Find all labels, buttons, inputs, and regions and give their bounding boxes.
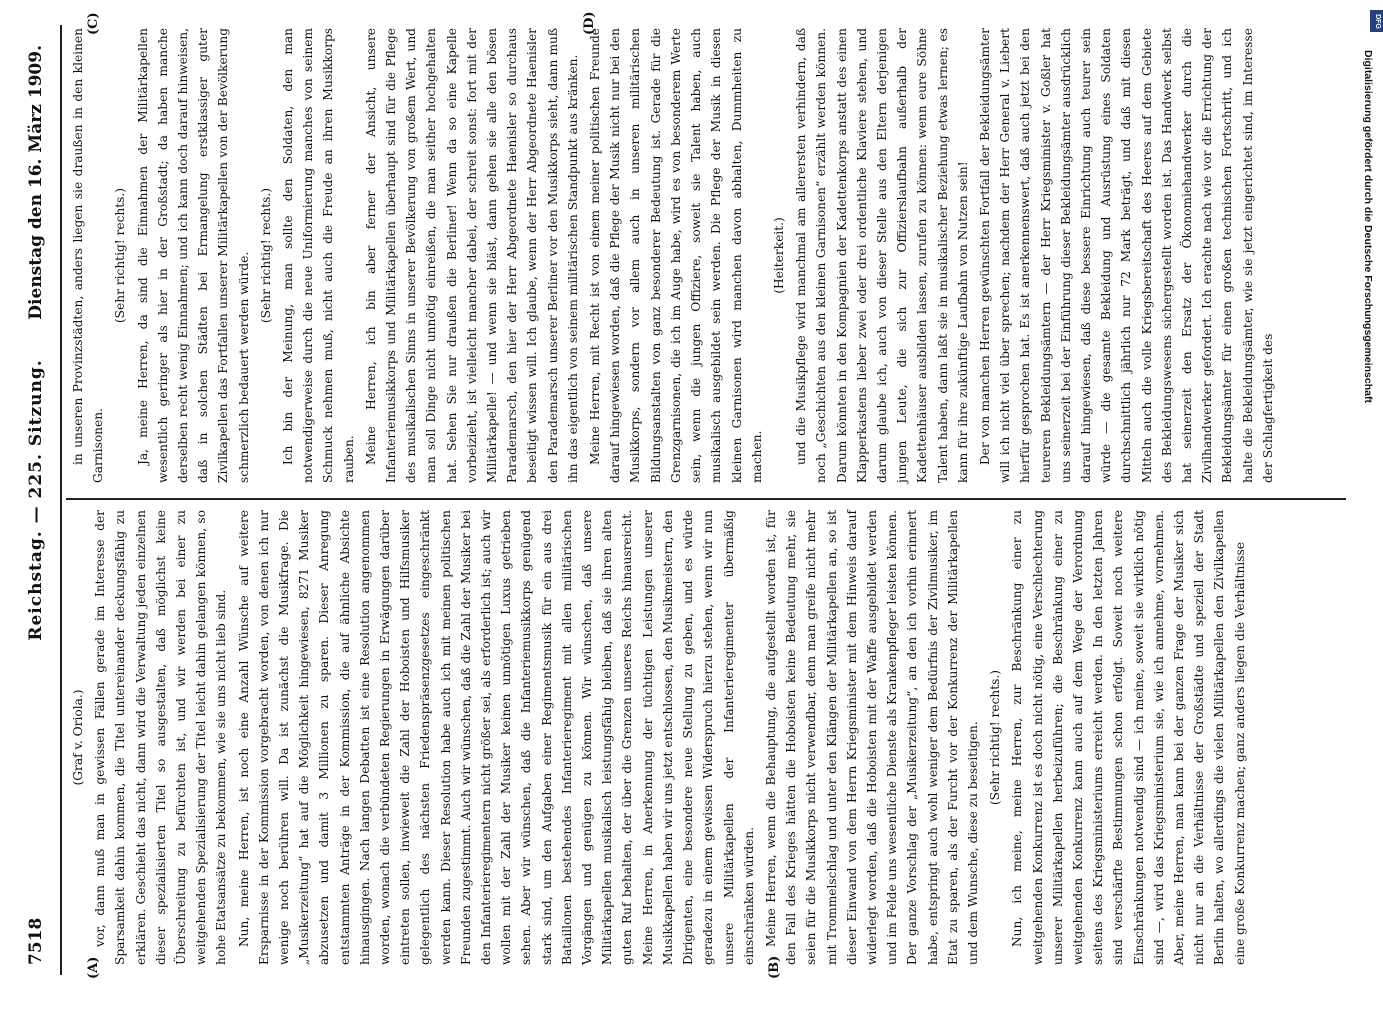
paragraph: in unseren Provinzstädten, anders liegen sie draußen in den kleinen Garnisonen. <box>71 28 106 483</box>
left-text-column <box>68 510 1252 965</box>
paragraph: und die Musikpflege wird manchmal am allerersten verhindern, daß noch „Geschichten aus den kleinen Garnisonen“ erzählt werden können. Darum könnten in den Kompagnien der Kadettenkorps anstatt des einen Klapperkastens lieber zwei oder drei ordentliche Klaviere stehen, und darum glaube ich, auch von dieser Stelle aus den Eltern derjenigen jungen Leute, die sich zur Offizierslaufbahn außerhalb der Kadettenhäuser ausbilden lassen, zurufen zu können: wenn eure Söhne Talent haben, dann laßt sie in musikalischer Beziehung etwas lernen; es kann für ihre zukünftige Laufbahn von Nutzen sein! <box>794 28 970 483</box>
paragraph: Nun, ich meine, meine Herren, zur Beschränkung einer zu weitgehenden Konkurrenz ist es doch nicht nötig, eine Verschlechterung unserer Militärkapellen herbeizuführen; die Beschränkung einer zu weitgehenden Konkurrenz kann auch auf dem Wege der Verordnung seitens des Kriegsministeriums erreicht werden. In den letzten Jahren sind verschärfte Bestimmungen schon erfolgt. Soweit noch weitere Einschränkungen notwendig sind — ich meine, soweit sie wirklich nötig sind —, wird das Kriegsministerium sie, wie ich annehme, vornehmen. Aber, meine Herren, man kann bei der ganzen Frage der Musiker sich nicht nur an die Verhältnisse der Großstädte und speziell der Stadt Berlin halten, wo allerdings die vielen Militärkapellen den Zivilkapellen eine große Konkurrenz machen; ganz anders liegen die Verhältnisse <box>1010 510 1247 965</box>
header-rule <box>60 25 62 975</box>
margin-marker-a: (A) <box>86 956 101 979</box>
margin-marker-d: (D) <box>582 11 597 35</box>
digitization-note-text: Digitalisierung gefördert durch die Deutsche Forschungsgemeinschaft <box>1362 50 1374 403</box>
interjection: (Sehr richtig! rechts.) <box>988 669 1003 806</box>
paragraph: Meine Herren, wenn die Behauptung, die aufgestellt worden ist, für den Fall des Krieges hätten die Hoboisten keine Bedeutung mehr, sie seien für die Musikkorps nicht verwendbar, denn man greife nicht mehr mit Trommelschlag und unter den Klängen der Militärkapellen an, so ist dieser Einwand von dem Herrn Kriegsminister mit dem Hinweis darauf widerlegt worden, daß die Hoboisten mit der Waffe ausgebildet werden und im Felde uns wesentliche Dienste als Krankenpfleger leisten können. Der ganze Vorschlag der „Musikerzeitung“, an den ich vorhin erinnert habe, entspringt auch wohl weniger dem Bedürfnis der Zivilmusiker, im Etat zu sparen, als der Furcht vor der Konkurrenz der Militärkapellen und dem Wunsche, diese zu beseitigen. <box>763 510 980 965</box>
speaker-label: (Graf v. Oriola.) <box>71 689 85 786</box>
paragraph: vor, dann muß man in gewissen Fällen gerade im Interesse der Sparsamkeit dahin kommen, die Titel untereinander deckungsfähig zu erklären. Geschieht das nicht, dann wird die Verwaltung jeden einzelnen dieser spezialisierten Titel so ausgestalten, daß möglichst keine Überschreitung zu befürchten ist, und wir werden bei einer zu weitgehenden Spezialisierung der Titel leicht dahin gelangen können, so hohe Etatsansätze zu bekommen, wie sie uns nicht lieb sind. <box>93 510 229 965</box>
interjection: (Heiterkeit.) <box>771 217 786 294</box>
paragraph: Ja, meine Herren, da sind die Einnahmen der Militärkapellen wesentlich geringer als hier in der Großstadt; da haben manche derselben recht wenig Einnahmen; und ich kann doch darauf hinweisen, daß in solchen Städten bei Ermangelung erstklassiger guter Zivilkapellen das Fortfallen unserer Militärkapellen von der Bevölkerung schmerzlich bedauert werden würde. <box>135 28 251 483</box>
column-divider <box>66 498 1346 500</box>
page-number: 7518 <box>26 917 46 965</box>
session-title: Reichstag. — 225. Sitzung. <box>26 359 46 641</box>
rotated-page-content <box>22 11 1352 979</box>
margin-marker-c: (C) <box>86 12 101 35</box>
paragraph: Ich bin der Meinung, man sollte den Soldaten, den man notwendigerweise durch die neue Uniformierung manches von seinem Schmuck nehmen muß, nicht auch die Freude an ihren Musikkorps rauben. <box>281 28 356 483</box>
paragraph: Nun, meine Herren, ist noch eine Anzahl Wünsche auf weitere Ersparnisse in der Kommission vorgebracht worden, von denen ich nur wenige noch berühren will. Da ist zunächst die Musikfrage. Die „Musikerzeitung“ hat auf die Möglichkeit hingewiesen, 8271 Musiker abzusetzen und damit 3 Millionen zu sparen. Dieser Anregung entstammten Anträge in der Kommission, die auf ähnliche Absichte hinausgingen. Nach langen Debatten ist eine Resolution angenommen worden, wonach die verbündeten Regierungen in Erwägungen darüber eintreten sollen, inwieweit die Zahl der Hoboisten und Hilfsmusiker gelegentlich des nächsten Friedenspräsenzgesetzes eingeschränkt werden kann. Dieser Resolution habe auch ich mit meinen politischen Freunden zugestimmt. Auch wir wünschen, daß die Zahl der Musiker bei den Infanterieregimentern nicht größer sei, als erforderlich ist; auch wir wollen mit der Zahl der Musiker keinen unnötigen Luxus getrieben sehen. Aber wir wünschen, daß die Infanteriemusikkorps genügend stark sind, um den Aufgaben einer Regimentsmusik für ein aus drei Bataillonen bestehendes Infanterieregiment mit allen militärischen Vorgängen und genügen zu können. Wir wünschen, daß unsere Militärkapellen musikalisch leistungsfähig bleiben, daß sie ihren alten guten Ruf behalten, der über die Grenzen unseres Reichs hinausreicht. Meine Herren, in Anerkennung der tüchtigen Leistungen unserer Musikkapellen haben wir uns jetzt entschlossen, den Musikmeistern, den Dirigenten, eine besondere neue Stellung zu geben, und es würde geradezu in einem gewissen Widerspruch hierzu stehen, wenn wir nun unsere Militärkapellen der Infanterieregimenter übermäßig einschränken würden. <box>236 510 756 965</box>
right-text-column <box>68 28 1280 483</box>
paragraph: Meine Herren, mit Recht ist von einem meiner politischen Freunde darauf hingewiesen worden, daß die Pflege der Musik nicht nur bei den Musikkorps, sondern vor allem auch in unseren militärischen Bildungsanstalten von ganz besonderer Bedeutung ist. Gerade für die Grenzgarnisonen, die ich im Auge habe, wird es von besonderem Werte sein, wenn die jungen Offiziere, soweit sie Talent haben, auch musikalisch ausgebildet sein werden. Die Pflege der Musik in diesen kleinen Garnisonen wird manchen davon abhalten, Dummheiten zu machen. <box>588 28 764 483</box>
paragraph: Meine Herren, ich bin aber ferner der Ansicht, unsere Infanteriemusikkorps und Militärkapellen überhaupt sind für die Pflege des musikalischen Sinns in unserer Bevölkerung von großem Wert, und man soll Dinge nicht unnötig einreißen, die man seither hochgehalten hat. Sehen Sie nur draußen die Berliner! Wenn da so eine Kapelle vorbeizieht, ist vielleicht mancher dabei, der schreit sonst: fort mit der Militärkapelle! — und wenn sie bläst, dann gehen sie alle den bösen Parademarsch, den hier der Herr Abgeordnete Haenisler so durchaus beseitigt wissen will. Ich glaube, wenn der Herr Abgeordnete Haenisler den Parademarsch unserer Berliner vor den Musikkorps sieht, dann muß ihn das eigentlich von seinem militärischen Standpunkt aus kränken. <box>363 28 580 483</box>
session-date: Dienstag den 16. März 1909. <box>26 45 46 320</box>
paragraph: Der von manchen Herren gewünschten Fortfall der Bekleidungsämter will ich nicht viel über sprechen; nachdem der Herr General v. Liebert hierfür gesprochen hat. Es ist anerkennenswert, daß auch jetzt bei den teureren Bekleidungsämtern — der Herr Kriegsminister v. Goßler hat uns seinerzeit bei der Einführung dieser Bekleidungsämter ausdrücklich darauf hingewiesen, daß diese bessere Einrichtung auch teurer sein würde — die gesamte Bekleidung und Ausrüstung eines Soldaten durchschnittlich jährlich nur 72 Mark beträgt, und daß mit diesen Mitteln auch die volle Kriegsbereitschaft des Heeres auf dem Gebiete des Bekleidungswesens sichergestellt worden ist. Das Handwerk selbst hat seinerzeit den Ersatz der Ökonomiehandwerker durch die Zivilhandwerker gefordert. Ich erachte nach wie vor die Errichtung der Bekleidungsämter für einen großen technischen Fortschritt, und ich halte die Bekleidungsämter, wie sie jetzt eingerichtet sind, im Interesse der Schlagfertigkeit des <box>977 28 1275 483</box>
interjection: (Sehr richtig! rechts.) <box>113 187 128 324</box>
dfg-logo: DFG <box>1370 10 1383 32</box>
digitization-note <box>1362 20 1382 980</box>
page-header <box>22 25 60 975</box>
margin-marker-b: (B) <box>767 955 782 979</box>
interjection: (Sehr richtig! rechts.) <box>258 187 273 324</box>
